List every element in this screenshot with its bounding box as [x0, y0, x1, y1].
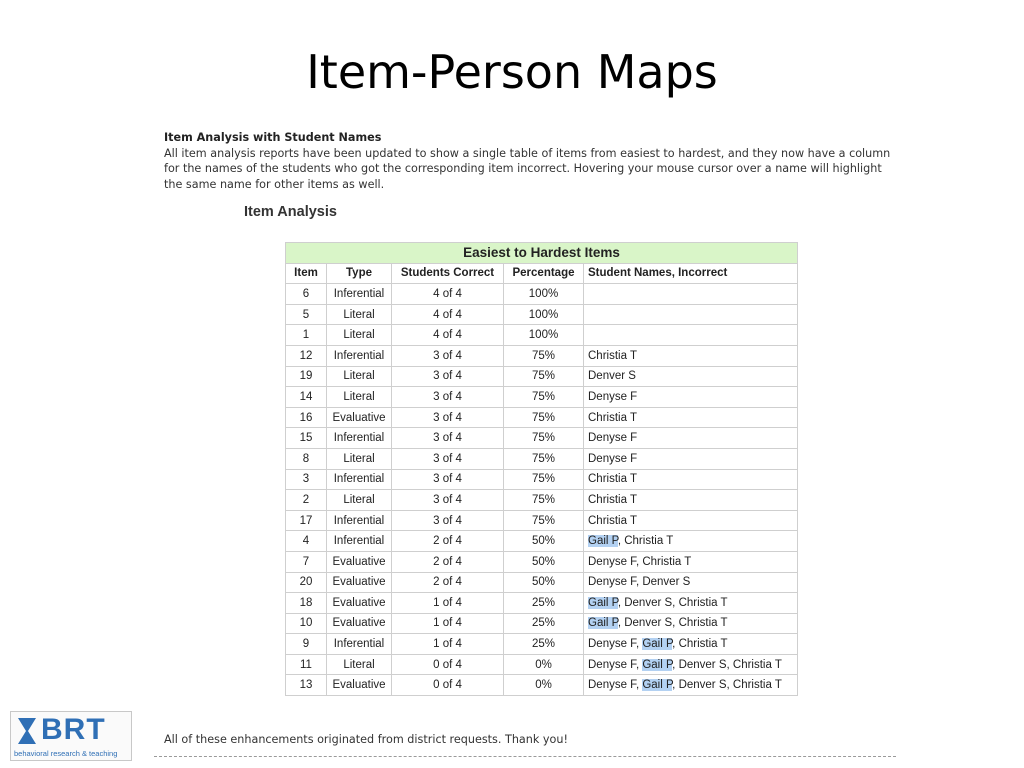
cell-item: 19: [286, 366, 327, 387]
cell-percentage: 25%: [504, 593, 584, 614]
table-title: Easiest to Hardest Items: [286, 243, 798, 264]
cell-item: 7: [286, 551, 327, 572]
cell-item: 1: [286, 325, 327, 346]
column-header-item: Item: [286, 263, 327, 284]
cell-type: Literal: [327, 654, 392, 675]
cell-type: Evaluative: [327, 613, 392, 634]
student-name[interactable]: Christia T: [678, 617, 728, 630]
cell-item: 14: [286, 387, 327, 408]
cell-percentage: 75%: [504, 490, 584, 511]
cell-percentage: 75%: [504, 366, 584, 387]
cell-type: Evaluative: [327, 593, 392, 614]
table-row: [286, 345, 798, 366]
cell-student-names: Gail P, Denver S, Christia T: [584, 593, 798, 614]
column-header-type: Type: [327, 263, 392, 284]
cell-type: Inferential: [327, 469, 392, 490]
student-name[interactable]: Gail P: [642, 638, 673, 651]
cell-percentage: 25%: [504, 613, 584, 634]
cell-item: 17: [286, 510, 327, 531]
cell-percentage: 75%: [504, 387, 584, 408]
cell-type: Literal: [327, 490, 392, 511]
logo-letters: BRT: [41, 713, 106, 746]
cell-percentage: 100%: [504, 325, 584, 346]
cell-type: Evaluative: [327, 407, 392, 428]
student-name[interactable]: Christia T: [678, 596, 728, 609]
cell-percentage: 100%: [504, 284, 584, 305]
brt-logo: [10, 711, 132, 761]
cell-percentage: 75%: [504, 407, 584, 428]
table-row: [286, 613, 798, 634]
student-name[interactable]: Christia T: [624, 535, 674, 548]
cell-type: Inferential: [327, 284, 392, 305]
logo-subtitle: behavioral research & teaching: [14, 749, 118, 758]
student-name[interactable]: Gail P: [642, 679, 673, 692]
student-name[interactable]: Christia T: [642, 555, 692, 568]
table-row: [286, 325, 798, 346]
student-name[interactable]: Denyse F: [588, 390, 638, 403]
student-name[interactable]: Denver S: [588, 370, 636, 383]
cell-percentage: 75%: [504, 345, 584, 366]
slide-title: Item-Person Maps: [306, 45, 718, 99]
cell-students-correct: 3 of 4: [392, 387, 504, 408]
cell-type: Literal: [327, 325, 392, 346]
cell-percentage: 50%: [504, 572, 584, 593]
cell-students-correct: 3 of 4: [392, 345, 504, 366]
cell-student-names: [584, 345, 798, 366]
cell-item: 4: [286, 531, 327, 552]
table-body: [286, 284, 798, 696]
cell-item: 20: [286, 572, 327, 593]
cell-item: 18: [286, 593, 327, 614]
student-name[interactable]: Gail P: [642, 658, 673, 671]
student-name[interactable]: Denver S: [642, 576, 691, 589]
brt-logo-mark-icon: [16, 716, 40, 746]
student-name[interactable]: Christia T: [732, 679, 782, 692]
cell-student-names: [584, 448, 798, 469]
cell-type: Evaluative: [327, 675, 392, 696]
cell-student-names: [584, 325, 798, 346]
student-name[interactable]: Denyse F: [588, 638, 636, 651]
cell-item: 3: [286, 469, 327, 490]
student-name[interactable]: Christia T: [588, 493, 637, 506]
cell-percentage: 25%: [504, 634, 584, 655]
cell-item: 12: [286, 345, 327, 366]
cell-students-correct: 0 of 4: [392, 675, 504, 696]
column-header-student-names-incorrect: Student Names, Incorrect: [584, 263, 798, 284]
cell-student-names: [584, 304, 798, 325]
cell-student-names: Denyse F, Gail P, Christia T: [584, 634, 798, 655]
student-name[interactable]: Christia T: [588, 349, 637, 362]
intro-body: All item analysis reports have been updated to show a single table of items from easiest to hardest, and they now have a column for the names of the students who got the corresponding item incorrect. Hovering your mouse cursor over a name will highlight the same name for other items as well.: [164, 146, 891, 191]
cell-student-names: Denyse F, Denver S: [584, 572, 798, 593]
cell-students-correct: 3 of 4: [392, 490, 504, 511]
cell-type: Literal: [327, 448, 392, 469]
cell-item: 15: [286, 428, 327, 449]
student-name[interactable]: Denyse F: [588, 432, 638, 445]
cell-student-names: [584, 428, 798, 449]
cell-student-names: [584, 490, 798, 511]
cell-item: 16: [286, 407, 327, 428]
cell-type: Inferential: [327, 531, 392, 552]
cell-students-correct: 1 of 4: [392, 593, 504, 614]
student-name[interactable]: Denyse F: [588, 658, 636, 671]
cell-students-correct: 1 of 4: [392, 613, 504, 634]
item-analysis-table: [285, 242, 798, 696]
table-row: [286, 551, 798, 572]
table-row: [286, 572, 798, 593]
student-name[interactable]: Gail P: [588, 535, 618, 548]
student-name[interactable]: Christia T: [588, 514, 637, 527]
cell-percentage: 50%: [504, 531, 584, 552]
cell-item: 5: [286, 304, 327, 325]
student-name[interactable]: Gail P: [588, 596, 618, 609]
table-row: [286, 490, 798, 511]
footer-note: All of these enhancements originated from district requests. Thank you!: [164, 733, 568, 746]
cell-students-correct: 2 of 4: [392, 531, 504, 552]
cell-students-correct: 1 of 4: [392, 634, 504, 655]
cell-student-names: Denyse F, Gail P, Denver S, Christia T: [584, 654, 798, 675]
cell-student-names: Denyse F, Gail P, Denver S, Christia T: [584, 675, 798, 696]
cell-percentage: 0%: [504, 654, 584, 675]
cell-item: 11: [286, 654, 327, 675]
cell-type: Inferential: [327, 510, 392, 531]
cell-students-correct: 2 of 4: [392, 551, 504, 572]
cell-type: Inferential: [327, 428, 392, 449]
table-row: [286, 510, 798, 531]
cell-student-names: [584, 284, 798, 305]
cell-item: 13: [286, 675, 327, 696]
column-header-percentage: Percentage: [504, 263, 584, 284]
table-row: [286, 634, 798, 655]
cell-student-names: [584, 366, 798, 387]
cell-percentage: 50%: [504, 551, 584, 572]
footer-divider: [154, 756, 896, 757]
section-heading: Item Analysis: [244, 204, 337, 220]
cell-item: 2: [286, 490, 327, 511]
cell-student-names: Gail P, Christia T: [584, 531, 798, 552]
table-row: [286, 531, 798, 552]
cell-students-correct: 3 of 4: [392, 407, 504, 428]
student-name[interactable]: Denyse F: [588, 452, 638, 465]
table-row: [286, 304, 798, 325]
cell-student-names: Gail P, Denver S, Christia T: [584, 613, 798, 634]
table-row: [286, 675, 798, 696]
student-name[interactable]: Denyse F: [588, 555, 636, 568]
cell-students-correct: 3 of 4: [392, 366, 504, 387]
cell-type: Evaluative: [327, 572, 392, 593]
cell-percentage: 75%: [504, 428, 584, 449]
table-row: [286, 654, 798, 675]
cell-students-correct: 3 of 4: [392, 469, 504, 490]
cell-students-correct: 4 of 4: [392, 304, 504, 325]
cell-type: Inferential: [327, 345, 392, 366]
cell-students-correct: 2 of 4: [392, 572, 504, 593]
student-name[interactable]: Gail P: [588, 617, 618, 630]
cell-item: 9: [286, 634, 327, 655]
table-row: [286, 448, 798, 469]
cell-item: 8: [286, 448, 327, 469]
cell-student-names: [584, 469, 798, 490]
table-row: [286, 284, 798, 305]
cell-item: 10: [286, 613, 327, 634]
intro-block: [164, 130, 894, 192]
column-header-students-correct: Students Correct: [392, 263, 504, 284]
student-name[interactable]: Christia T: [588, 411, 637, 424]
cell-percentage: 100%: [504, 304, 584, 325]
student-name[interactable]: Denver S: [678, 658, 727, 671]
cell-type: Inferential: [327, 634, 392, 655]
cell-percentage: 75%: [504, 469, 584, 490]
cell-students-correct: 3 of 4: [392, 510, 504, 531]
cell-type: Literal: [327, 304, 392, 325]
table-row: [286, 366, 798, 387]
student-name[interactable]: Christia T: [732, 658, 782, 671]
cell-percentage: 75%: [504, 448, 584, 469]
student-name[interactable]: Denver S: [624, 596, 673, 609]
intro-heading: Item Analysis with Student Names: [164, 131, 382, 144]
table-row: [286, 428, 798, 449]
student-name[interactable]: Denyse F: [588, 576, 636, 589]
cell-student-names: [584, 387, 798, 408]
table-row: [286, 407, 798, 428]
cell-students-correct: 4 of 4: [392, 325, 504, 346]
cell-students-correct: 3 of 4: [392, 428, 504, 449]
cell-student-names: Denyse F, Christia T: [584, 551, 798, 572]
cell-students-correct: 4 of 4: [392, 284, 504, 305]
table-row: [286, 593, 798, 614]
student-name[interactable]: Christia T: [678, 638, 728, 651]
cell-type: Evaluative: [327, 551, 392, 572]
table-row: [286, 387, 798, 408]
cell-student-names: [584, 510, 798, 531]
cell-percentage: 75%: [504, 510, 584, 531]
student-name[interactable]: Denyse F: [588, 679, 636, 692]
cell-students-correct: 3 of 4: [392, 448, 504, 469]
cell-student-names: [584, 407, 798, 428]
student-name[interactable]: Christia T: [588, 473, 637, 486]
cell-item: 6: [286, 284, 327, 305]
cell-type: Literal: [327, 387, 392, 408]
cell-students-correct: 0 of 4: [392, 654, 504, 675]
student-name[interactable]: Denver S: [678, 679, 727, 692]
table-row: [286, 469, 798, 490]
cell-type: Literal: [327, 366, 392, 387]
cell-percentage: 0%: [504, 675, 584, 696]
student-name[interactable]: Denver S: [624, 617, 673, 630]
